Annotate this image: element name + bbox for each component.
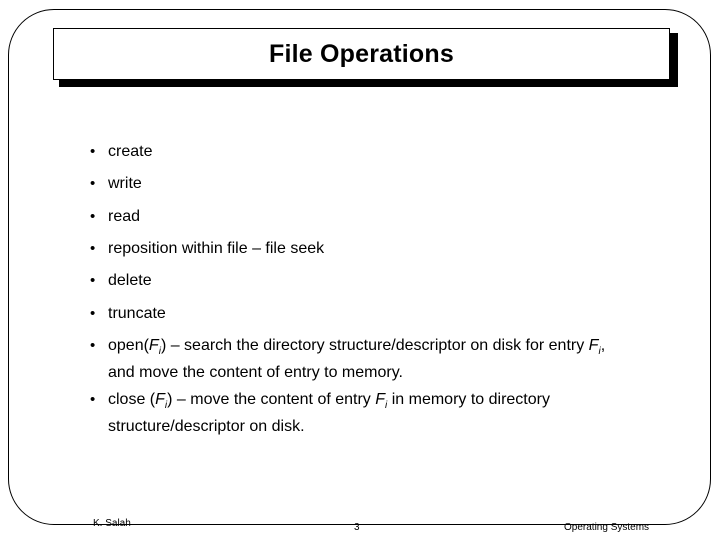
bullet-icon: • bbox=[90, 208, 96, 225]
bullet-text: read bbox=[108, 208, 141, 225]
bullet-text: truncate bbox=[108, 305, 166, 322]
bullet-icon: • bbox=[90, 272, 96, 289]
bullet-text: $open(F_i)$ – search the directory structure/descriptor on disk for entry $F_i$, and move the content of entry to memory. bbox=[108, 337, 606, 382]
bullet-text: delete bbox=[108, 272, 152, 289]
bullet-text: create bbox=[108, 143, 153, 160]
page-title: File Operations bbox=[269, 39, 454, 68]
bullet-text: reposition within file – file seek bbox=[108, 240, 325, 257]
footer-page-number: 3 bbox=[354, 522, 360, 533]
title-box bbox=[53, 28, 670, 80]
bullet-text: write bbox=[108, 175, 142, 192]
bullet-icon: • bbox=[90, 240, 96, 257]
bullet-icon: • bbox=[90, 305, 96, 322]
bullet-icon: • bbox=[90, 391, 96, 408]
footer-course: Operating Systems bbox=[564, 522, 650, 533]
bullet-icon: • bbox=[90, 143, 96, 160]
bullet-icon: • bbox=[90, 175, 96, 192]
footer-author: K. Salah bbox=[93, 518, 131, 529]
bullet-text: close $(F_i)$ – move the content of entry $F_i$ in memory to directory structure/descriptor on disk. bbox=[108, 391, 550, 436]
bullet-icon: • bbox=[90, 337, 96, 354]
